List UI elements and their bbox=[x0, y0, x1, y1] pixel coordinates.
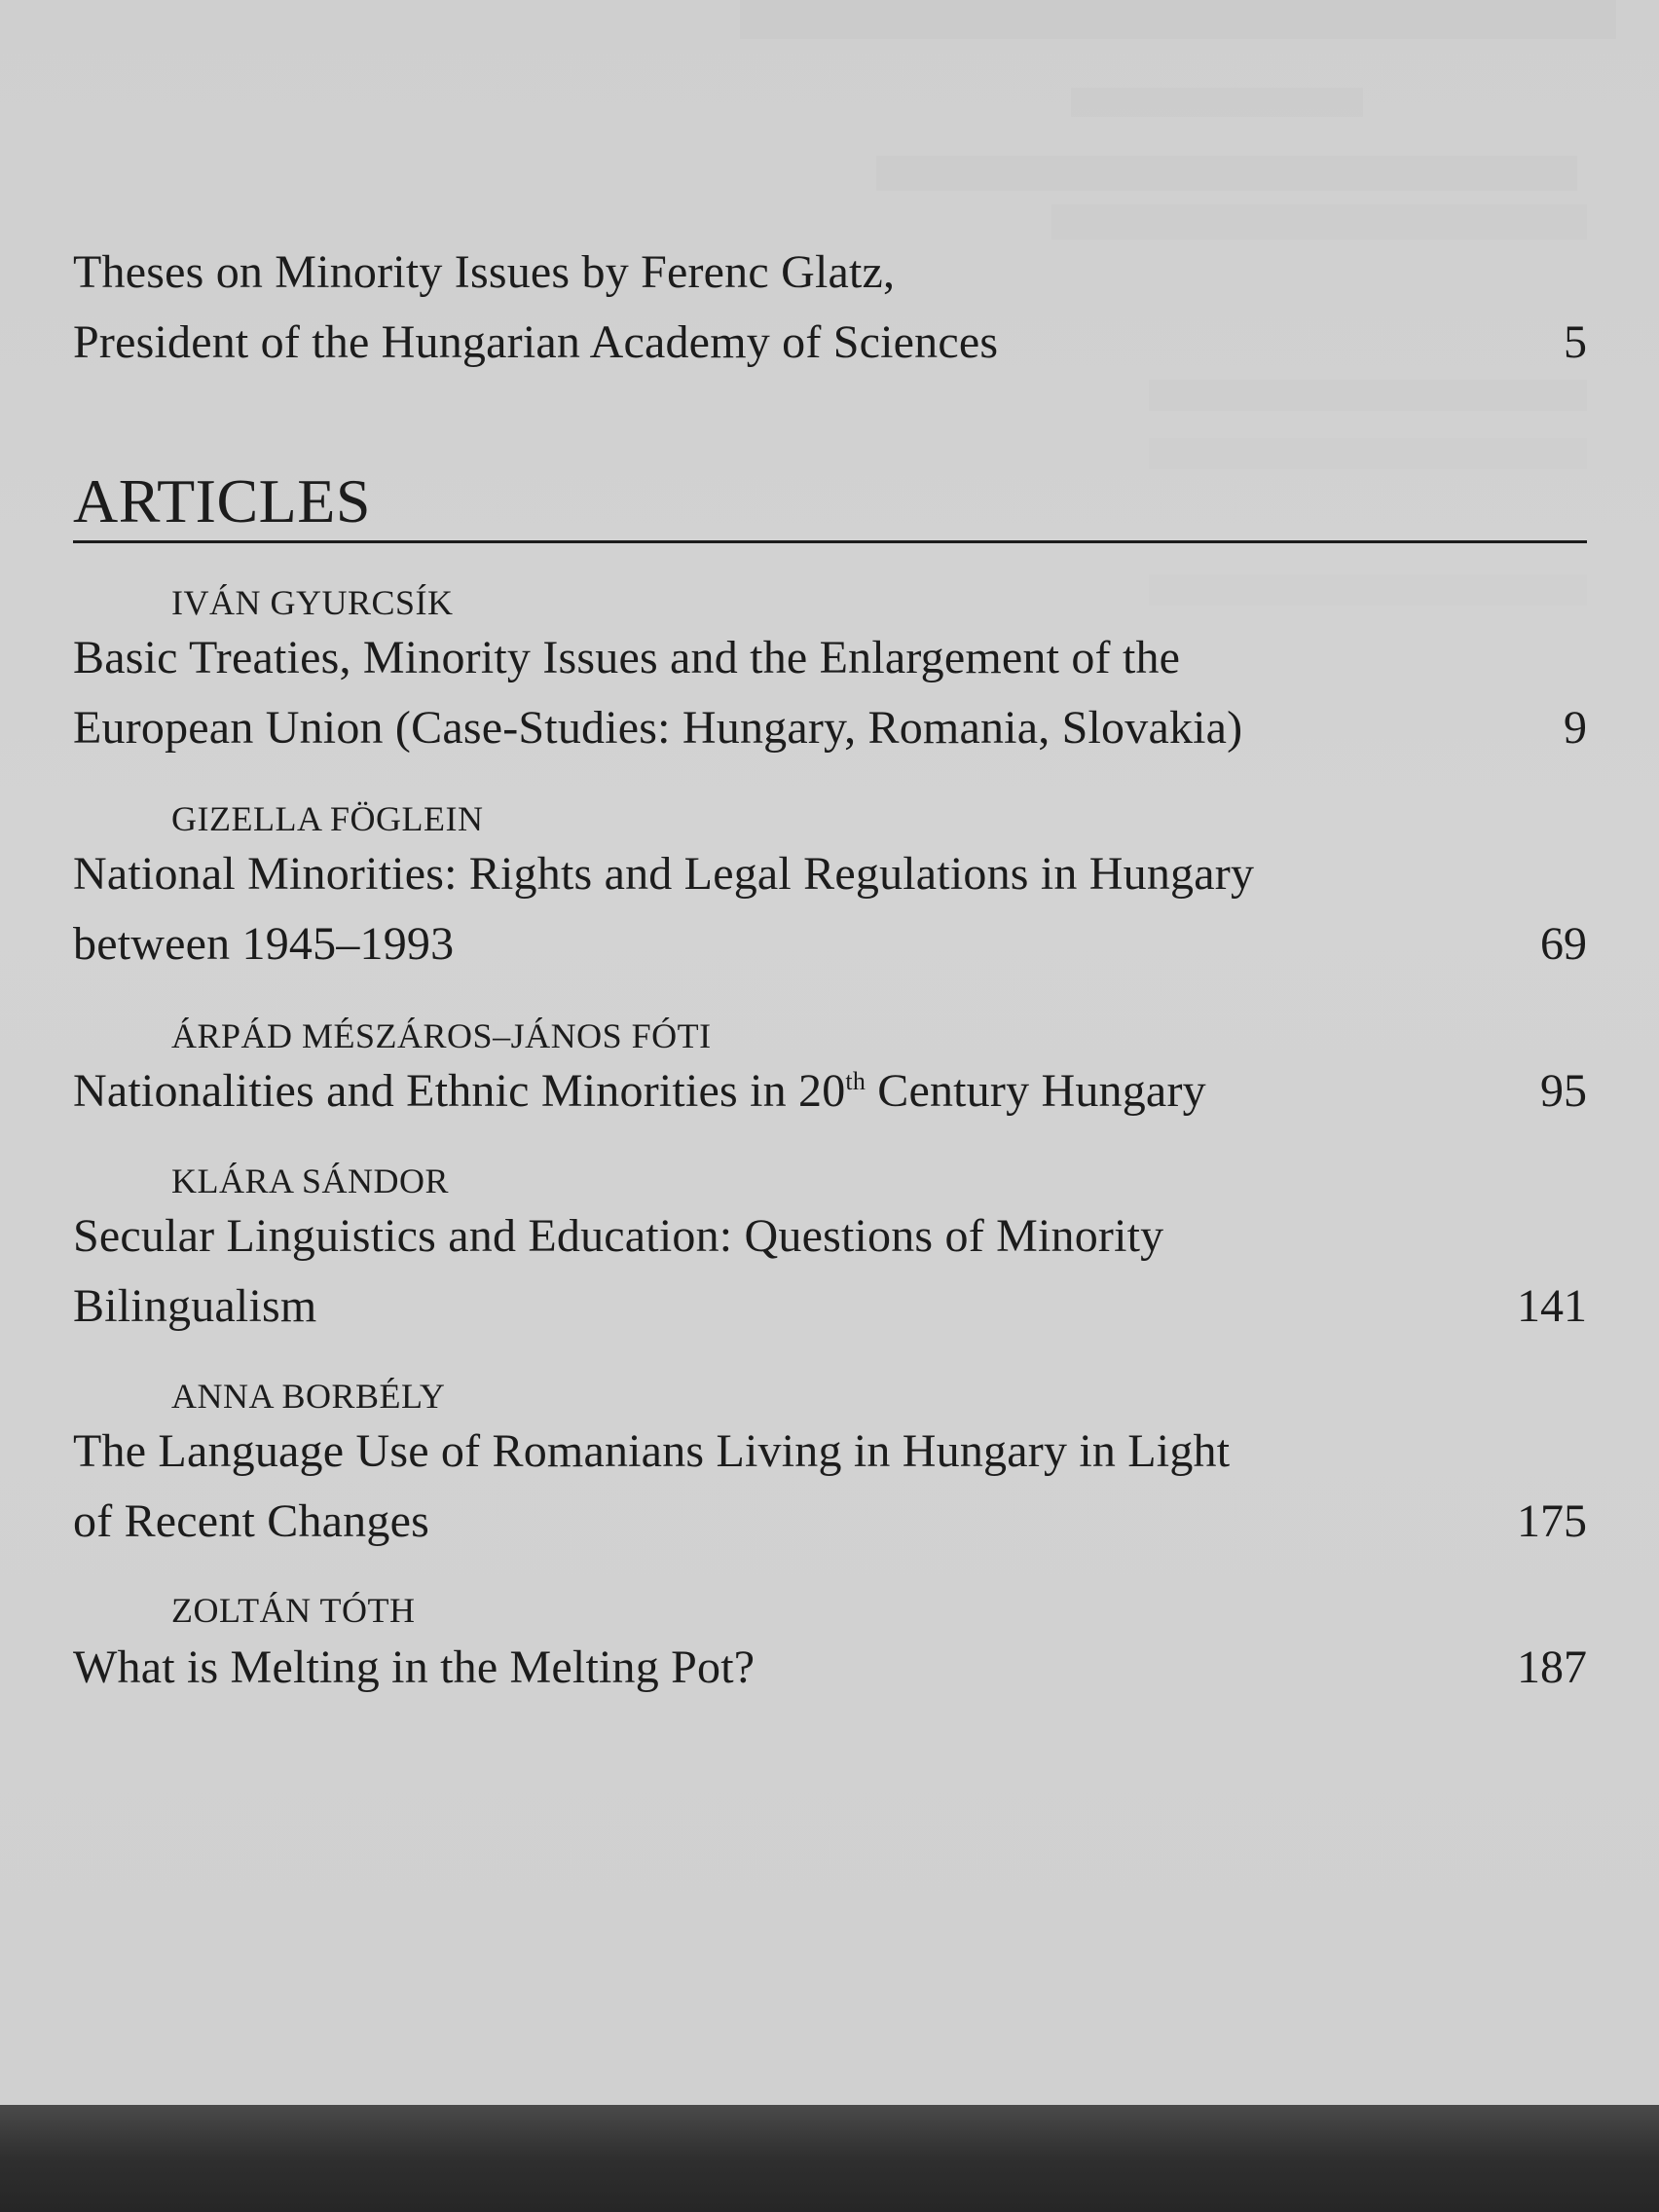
toc-title-line: Secular Linguistics and Education: Questions of Minority bbox=[73, 1210, 1164, 1262]
toc-title-line: Theses on Minority Issues by Ferenc Glatz, bbox=[73, 246, 896, 298]
toc-entry-intro[interactable] bbox=[73, 238, 1587, 378]
toc-entry[interactable] bbox=[73, 623, 1587, 763]
toc-entry-title bbox=[73, 1633, 1587, 1703]
toc-entry-title bbox=[73, 238, 1587, 378]
toc-page-number: 175 bbox=[1517, 1495, 1587, 1547]
toc-entry-title bbox=[73, 623, 1587, 763]
toc-entry[interactable] bbox=[73, 1056, 1587, 1126]
toc-entry-title bbox=[73, 1201, 1587, 1342]
toc-entry[interactable] bbox=[73, 839, 1587, 979]
toc-title-line: Basic Treaties, Minority Issues and the Enlargement of the bbox=[73, 632, 1181, 683]
toc-title-superscript: th bbox=[845, 1067, 866, 1095]
toc-title-text: Nationalities and Ethnic Minorities in 20 bbox=[73, 1065, 846, 1117]
toc-title-line: between 1945–1993 bbox=[73, 918, 455, 970]
toc-page-number: 69 bbox=[1540, 918, 1587, 970]
toc-page-number: 141 bbox=[1517, 1280, 1587, 1332]
toc-page-number: 9 bbox=[1564, 702, 1587, 754]
bleed-through-shadow bbox=[740, 0, 1616, 39]
toc-page-number: 95 bbox=[1540, 1065, 1587, 1117]
toc-author: ZOLTÁN TÓTH bbox=[171, 1591, 416, 1630]
toc-title-line: President of the Hungarian Academy of Sciences bbox=[73, 316, 999, 368]
toc-entry[interactable] bbox=[73, 1201, 1587, 1342]
toc-author: IVÁN GYURCSÍK bbox=[171, 583, 454, 622]
toc-author: KLÁRA SÁNDOR bbox=[171, 1161, 450, 1200]
toc-title-line: Bilingualism bbox=[73, 1280, 317, 1332]
toc-entry-title bbox=[73, 1056, 1587, 1126]
toc-page-number: 187 bbox=[1517, 1641, 1587, 1693]
toc-author: ÁRPÁD MÉSZÁROS–JÁNOS FÓTI bbox=[171, 1016, 712, 1055]
toc-entry[interactable] bbox=[73, 1417, 1587, 1557]
bleed-through-shadow bbox=[1071, 88, 1363, 117]
section-divider bbox=[73, 540, 1587, 543]
toc-title-line: National Minorities: Rights and Legal Regulations in Hungary bbox=[73, 848, 1255, 900]
section-heading: ARTICLES bbox=[73, 466, 371, 535]
toc-entry-title bbox=[73, 839, 1587, 979]
toc-author: GIZELLA FÖGLEIN bbox=[171, 799, 484, 838]
toc-author: ANNA BORBÉLY bbox=[171, 1377, 446, 1416]
toc-page-number: 5 bbox=[1564, 316, 1587, 368]
toc-title-line bbox=[73, 1056, 1470, 1126]
toc-title-line: European Union (Case-Studies: Hungary, Romania, Slovakia) bbox=[73, 702, 1243, 754]
toc-title-line: The Language Use of Romanians Living in Hungary in Light bbox=[73, 1425, 1231, 1477]
toc-entry-title bbox=[73, 1417, 1587, 1557]
toc-title-line: of Recent Changes bbox=[73, 1495, 429, 1547]
bleed-through-shadow bbox=[876, 156, 1577, 191]
bleed-through-shadow bbox=[1149, 380, 1587, 411]
bleed-through-shadow bbox=[1051, 204, 1587, 240]
toc-title-text: Century Hungary bbox=[866, 1065, 1206, 1117]
toc-entry[interactable] bbox=[73, 1633, 1587, 1703]
toc-title-line: What is Melting in the Melting Pot? bbox=[73, 1641, 756, 1693]
page-edge-shadow bbox=[0, 2105, 1659, 2212]
bleed-through-shadow bbox=[1149, 574, 1587, 606]
bleed-through-shadow bbox=[1149, 438, 1587, 469]
